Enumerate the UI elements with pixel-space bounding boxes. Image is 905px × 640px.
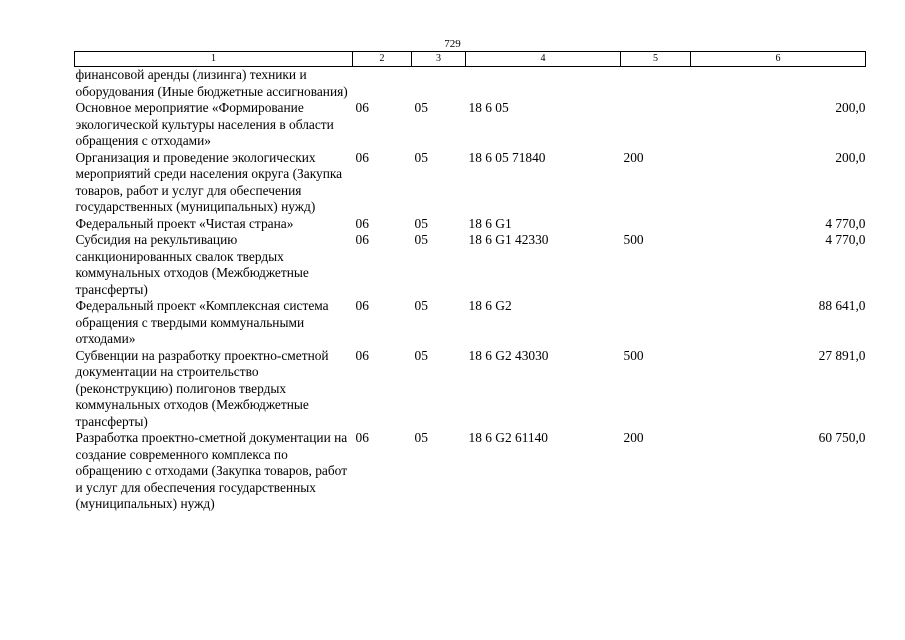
row-target-article-code: 18 6 G1 42330 [468,232,549,247]
table-row [75,298,866,348]
row-section-code [353,67,412,101]
row-amount: 200,0 [835,100,866,115]
row-subsection-code: 05 [414,347,428,363]
row-expense-type-code [621,216,691,233]
row-expense-type-code [621,298,691,348]
table-row [75,67,866,101]
row-section-code: 06 [355,100,369,115]
budget-table [74,51,866,513]
row-section-code: 06 [355,430,369,445]
table-row [75,150,866,216]
row-subsection-code: 05 [414,215,428,231]
row-subsection-code: 05 [414,430,428,445]
row-target-article-code: 18 6 05 71840 [468,149,546,165]
table-row [75,232,866,298]
row-amount: 4 770,0 [825,215,866,231]
row-expense-type-code: 500 [623,347,644,363]
header-col-2: 2 [353,52,412,67]
table-row [75,430,866,513]
row-section-code: 06 [355,215,369,231]
row-amount: 88 641,0 [818,298,866,313]
table-body [75,67,866,513]
row-amount: 4 770,0 [825,232,866,247]
row-subsection-code: 05 [414,149,428,165]
row-target-article-code: 18 6 G2 43030 [468,347,549,363]
table-header [75,52,866,67]
row-subsection-code: 05 [414,232,428,247]
row-section-code: 06 [355,347,369,363]
row-expense-type-code: 200 [623,430,644,445]
row-name: финансовой аренды (лизинга) техники и оборудования (Иные бюджетные ассигнования) [75,67,348,99]
row-subsection-code: 05 [414,100,428,115]
row-expense-type-code: 200 [623,149,644,165]
header-col-4: 4 [466,52,621,67]
header-col-1: 1 [75,52,353,67]
header-col-6: 6 [691,52,866,67]
row-expense-type-code [621,100,691,150]
row-amount [691,67,866,101]
table-row [75,216,866,233]
row-name: Организация и проведение экологических мероприятий среди населения округа (Закупка товаров, работ и услуг для обеспечения государственных (муниципальных) нужд) [75,149,343,214]
row-amount: 200,0 [835,149,866,165]
page-number: 729 [444,38,461,50]
row-amount: 60 750,0 [818,430,866,445]
header-col-5: 5 [621,52,691,67]
row-name: Субсидия на рекультивацию санкционированных свалок твердых коммунальных отходов (Межбюджетные трансферты) [75,232,309,297]
table-row [75,100,866,150]
row-subsection-code [412,67,466,101]
row-target-article-code: 18 6 G1 [468,215,512,231]
row-name: Разработка проектно-сметной документации на создание современного комплекса по обращению с отходами (Закупка товаров, работ и услуг для обеспечения государственных (муниципальных) нужд) [75,430,348,511]
row-name: Федеральный проект «Чистая страна» [75,215,294,231]
row-section-code: 06 [355,232,369,247]
row-section-code: 06 [355,149,369,165]
header-row [75,52,866,67]
row-expense-type-code: 500 [623,232,644,247]
row-name: Субвенции на разработку проектно-сметной документации на строительство (реконструкцию) полигонов твердых коммунальных отходов (Межбюджетные трансферты) [75,347,329,429]
row-target-article-code: 18 6 G2 61140 [468,430,548,445]
row-name: Основное мероприятие «Формирование экологической культуры населения в области обращения с отходами» [75,100,334,148]
row-target-article-code [466,67,621,101]
row-section-code: 06 [355,298,369,313]
table-row [75,348,866,431]
row-target-article-code: 18 6 05 [468,100,509,115]
row-target-article-code: 18 6 G2 [468,298,512,313]
row-name: Федеральный проект «Комплексная система обращения с твердыми коммунальными отходами» [75,298,329,346]
row-expense-type-code [621,67,691,101]
row-amount: 27 891,0 [818,347,866,363]
row-subsection-code: 05 [414,298,428,313]
header-col-3: 3 [412,52,466,67]
